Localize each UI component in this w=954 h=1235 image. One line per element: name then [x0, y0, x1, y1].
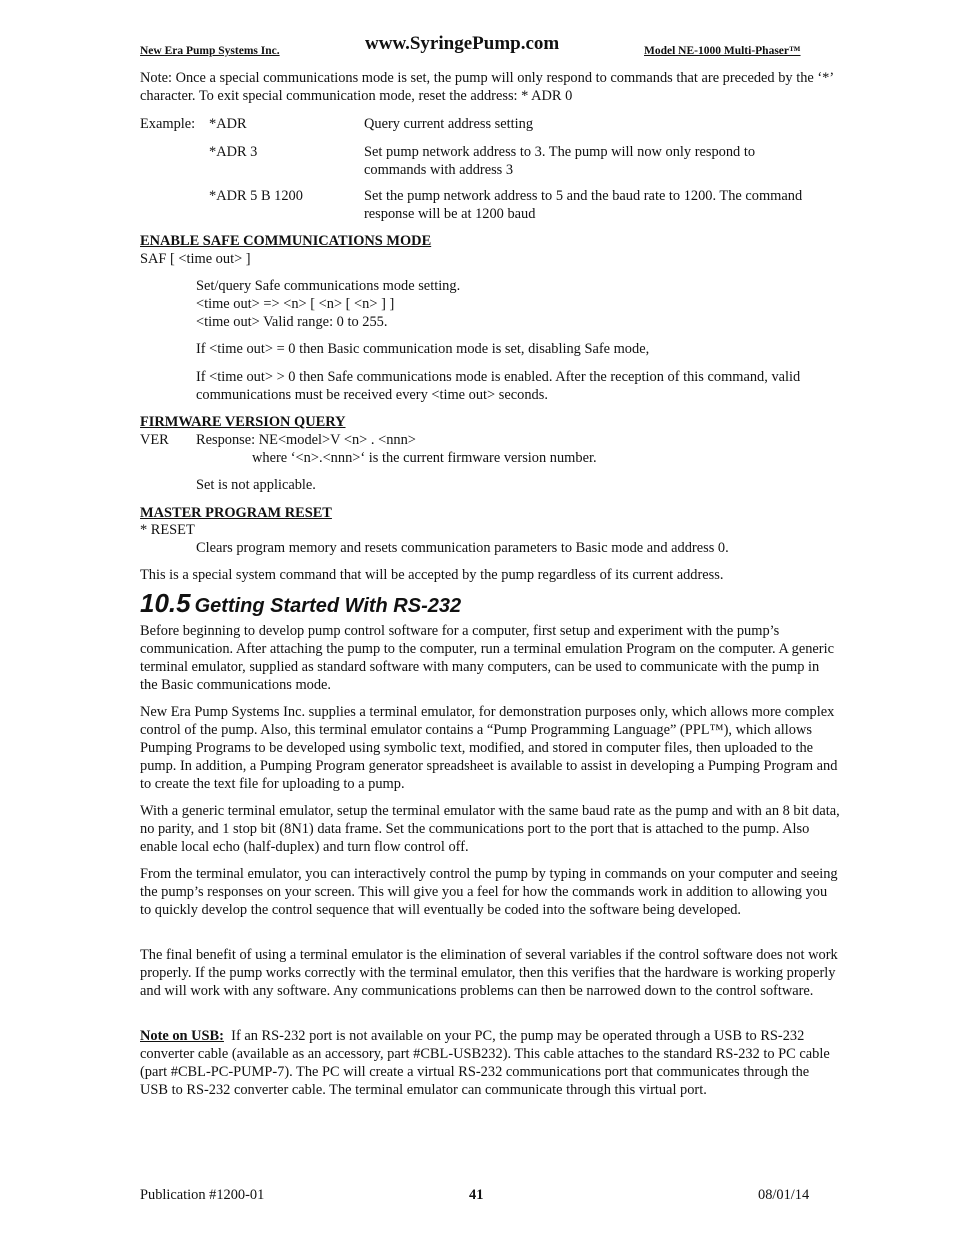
safe-mode-para-1: If <time out> = 0 then Basic communication mode is set, disabling Safe mode, [196, 341, 650, 357]
section-paragraph-1: Before beginning to develop pump control software for a computer, first setup and experiment with the pump’s communication. After attaching the pump to the computer, run a terminal emulation Program on the computer. A generic terminal emulator, supplied as standard software with many computers, can be used to communicate with the pump in the Basic communications mode. [140, 623, 834, 693]
example-label: Example: [140, 116, 196, 132]
usb-note-text: If an RS-232 port is not available on your PC, the pump may be operated through a USB to RS-232 converter cable (available as an accessory, part #CBL-USB232). This cable attaches to the standard RS-232 to PC cable (part #CBL-PC-PUMP-7). The PC will create a virtual RS-232 communications port that communicates through the USB to RS-232 converter cable. The terminal emulator can communicate through this virtual port. [140, 1028, 830, 1098]
safe-mode-para-2: If <time out> > 0 then Safe communications mode is enabled. After the reception of this command, valid communications must be received every <time out> seconds. [196, 369, 801, 403]
header-website: www.SyringePump.com [365, 33, 560, 54]
section-number: 10.5 [140, 588, 191, 618]
section-paragraph-2: New Era Pump Systems Inc. supplies a terminal emulator, for demonstration purposes only, which allows more complex control of the pump. Also, this terminal emulator contains a “Pump Programming Language” (PPL™), which allows Pumping Programs to be developed using symbolic text, modified, and stored in computer files, then uploaded to the pump. In addition, a Pumping Program generator spreadsheet is available to assist in developing a Pumping Program and to create the text file for uploading to a pump. [140, 704, 838, 792]
reset-note: This is a special system command that will be accepted by the pump regardless of its current address. [140, 567, 724, 583]
example-desc-2: Set pump network address to 3. The pump will now only respond to commands with address 3 [364, 144, 756, 178]
firmware-set-note: Set is not applicable. [196, 477, 316, 493]
safe-mode-syntax: SAF [ <time out> ] [140, 251, 251, 267]
reset-cmd: * RESET [140, 522, 195, 538]
footer-date: 08/01/14 [758, 1187, 810, 1203]
reset-heading: MASTER PROGRAM RESET [140, 505, 332, 521]
example-cmd-2: *ADR 3 [209, 144, 258, 160]
section-title-text: Getting Started With RS-232 [194, 595, 462, 617]
safe-mode-heading: ENABLE SAFE COMMUNICATIONS MODE [140, 233, 432, 249]
safe-mode-line-2: <time out> => <n> [ <n> [ <n> ] ] [196, 296, 395, 312]
usb-note [140, 1027, 840, 1099]
section-paragraph-5: The final benefit of using a terminal emulator is the elimination of several variables if the control software does not work properly. If the pump works correctly with the terminal emulator, then this verifies that the hardware is working properly and will work with any software. Any communications problems can then be narrowed down to the control software. [140, 947, 838, 999]
example-desc-3: Set the pump network address to 5 and the baud rate to 1200. The command response will be at 1200 baud [364, 188, 803, 222]
usb-note-label: Note on USB: [140, 1028, 224, 1044]
reset-desc: Clears program memory and resets communication parameters to Basic mode and address 0. [196, 540, 729, 556]
section-paragraph-4: From the terminal emulator, you can interactively control the pump by typing in commands on your computer and seeing the pump’s responses on your screen. This will give you a feel for how the commands work in addition to allowing you to quickly develop the control sequence that will eventually be coded into the software being developed. [140, 866, 838, 918]
safe-mode-line-3: <time out> Valid range: 0 to 255. [196, 314, 388, 330]
footer-publication: Publication #1200-01 [140, 1187, 265, 1203]
safe-mode-line-1: Set/query Safe communications mode setting. [196, 278, 461, 294]
header-company: New Era Pump Systems Inc. [140, 45, 280, 57]
header-model: Model NE-1000 Multi-Phaser™ [644, 45, 801, 57]
example-desc-1: Query current address setting [364, 116, 534, 132]
note-special-mode: Note: Once a special communications mode is set, the pump will only respond to commands that are preceded by the ‘*’ character. To exit special communication mode, reset the address: * ADR 0 [140, 70, 834, 104]
firmware-where: where ‘<n>.<nnn>‘ is the current firmware version number. [252, 450, 597, 466]
example-cmd-3: *ADR 5 B 1200 [209, 188, 303, 204]
example-cmd-1: *ADR [209, 116, 247, 132]
firmware-response: Response: NE<model>V <n> . <nnn> [196, 432, 416, 448]
footer-page-number: 41 [469, 1187, 484, 1203]
firmware-heading: FIRMWARE VERSION QUERY [140, 414, 346, 430]
section-paragraph-3: With a generic terminal emulator, setup the terminal emulator with the same baud rate as the pump and with an 8 bit data, no parity, and 1 stop bit (8N1) data frame. Set the communications port to the port that is attached to the pump. Also enable local echo (half-duplex) and turn flow control off. [140, 803, 840, 855]
section-title [140, 588, 462, 618]
firmware-cmd: VER [140, 432, 169, 448]
